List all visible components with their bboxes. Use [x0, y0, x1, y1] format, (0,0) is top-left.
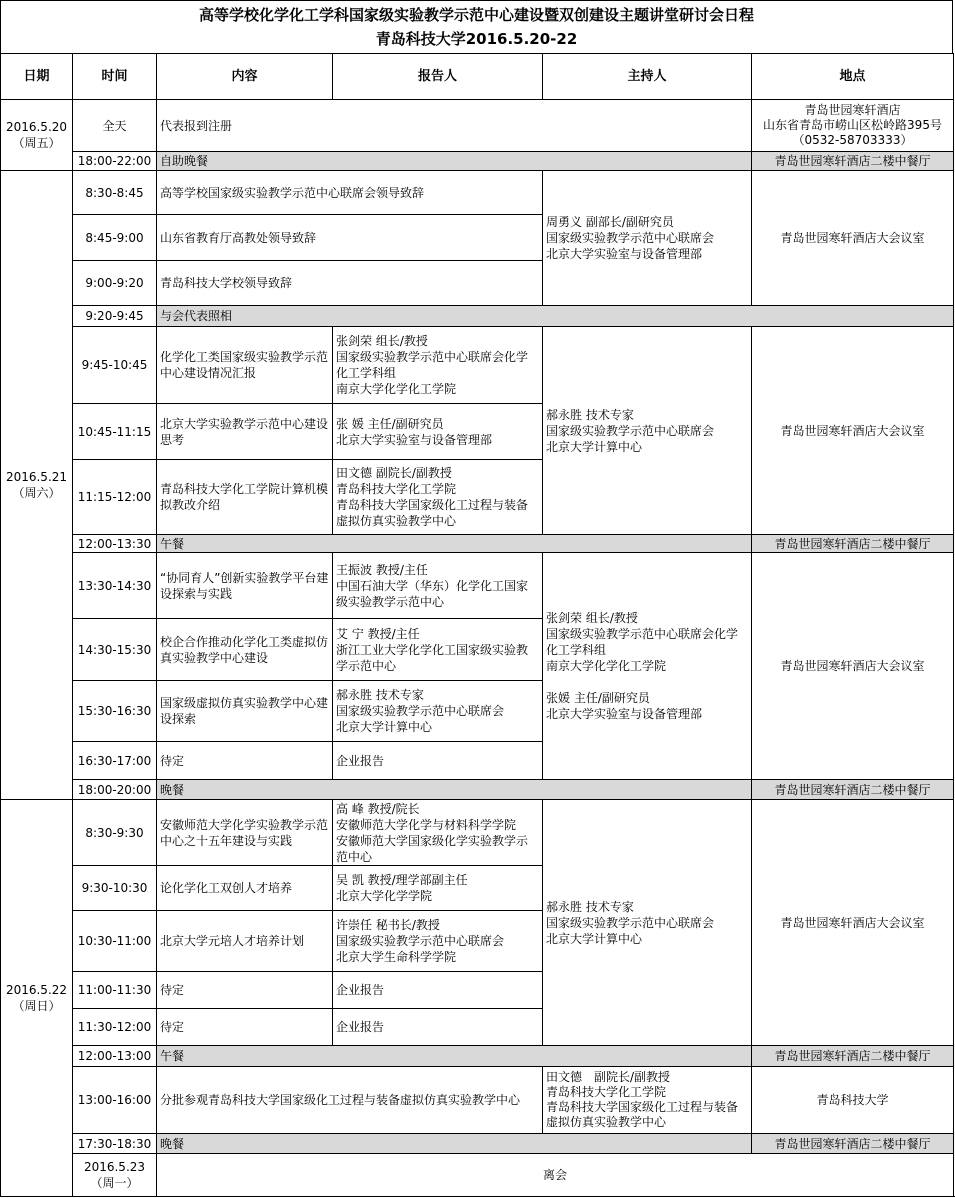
content-cell: 论化学化工双创人才培养	[157, 866, 333, 911]
time-cell: 17:30-18:30	[73, 1134, 157, 1154]
header-row	[1, 54, 954, 100]
date-cell: 2016.5.20 （周五）	[1, 100, 73, 171]
content-cell: “协同育人”创新实验教学平台建设探索与实践	[157, 553, 333, 619]
header-venue: 地点	[752, 54, 954, 100]
table-row	[1, 327, 954, 404]
content-cell: 午餐	[157, 535, 752, 553]
time-cell: 10:30-11:00	[73, 911, 157, 972]
content-cell: 晚餐	[157, 780, 752, 800]
date-cell: 2016.5.23 （周一）	[73, 1154, 157, 1197]
time-cell: 9:00-9:20	[73, 261, 157, 306]
time-cell: 8:30-9:30	[73, 800, 157, 866]
page-subtitle: 青岛科技大学2016.5.20-22	[375, 30, 578, 48]
host-cell: 郝永胜 技术专家 国家级实验教学示范中心联席会 北京大学计算中心	[543, 327, 752, 535]
host-cell: 周勇义 副部长/副研究员 国家级实验教学示范中心联席会 北京大学实验室与设备管理部	[543, 171, 752, 306]
speaker-cell: 企业报告	[333, 972, 543, 1009]
time-cell: 18:00-22:00	[73, 152, 157, 171]
content-cell: 与会代表照相	[157, 306, 954, 327]
venue-cell: 青岛世园寒轩酒店二楼中餐厅	[752, 535, 954, 553]
title-block	[0, 0, 953, 53]
time-cell: 18:00-20:00	[73, 780, 157, 800]
speaker-cell: 吴 凯 教授/理学部副主任 北京大学化学学院	[333, 866, 543, 911]
speaker-cell: 高 峰 教授/院长 安徽师范大学化学与材料科学学院 安徽师范大学国家级化学实验教学示范中心	[333, 800, 543, 866]
time-cell: 12:00-13:00	[73, 1046, 157, 1067]
speaker-cell: 田文德 副院长/副教授 青岛科技大学化工学院 青岛科技大学国家级化工过程与装备虚拟仿真实验教学中心	[333, 460, 543, 535]
speaker-cell: 企业报告	[333, 1009, 543, 1046]
host-cell: 张剑荣 组长/教授 国家级实验教学示范中心联席会化学化工学科组 南京大学化学化工学院 张媛 主任/副研究员 北京大学实验室与设备管理部	[543, 553, 752, 780]
venue-cell: 青岛世园寒轩酒店二楼中餐厅	[752, 1046, 954, 1067]
content-cell: 自助晚餐	[157, 152, 752, 171]
speaker-cell: 艾 宁 教授/主任 浙江工业大学化学化工国家级实验教学示范中心	[333, 619, 543, 681]
header-speaker: 报告人	[333, 54, 543, 100]
time-cell: 11:30-12:00	[73, 1009, 157, 1046]
speaker-cell: 王振波 教授/主任 中国石油大学（华东）化学化工国家级实验教学示范中心	[333, 553, 543, 619]
time-cell: 13:30-14:30	[73, 553, 157, 619]
page-title: 高等学校化学化工学科国家级实验教学示范中心建设暨双创建设主题讲堂研讨会日程	[198, 6, 754, 24]
time-cell: 14:30-15:30	[73, 619, 157, 681]
venue-cell: 青岛世园寒轩酒店二楼中餐厅	[752, 780, 954, 800]
content-cell: 晚餐	[157, 1134, 752, 1154]
time-cell: 16:30-17:00	[73, 742, 157, 780]
table-row	[1, 100, 954, 152]
table-row	[1, 1067, 954, 1134]
venue-cell: 青岛科技大学	[752, 1067, 954, 1134]
table-row	[1, 306, 954, 327]
table-row	[1, 1046, 954, 1067]
time-cell: 9:20-9:45	[73, 306, 157, 327]
table-row	[1, 800, 954, 866]
header-content: 内容	[157, 54, 333, 100]
host-cell: 郝永胜 技术专家 国家级实验教学示范中心联席会 北京大学计算中心	[543, 800, 752, 1046]
time-cell: 15:30-16:30	[73, 681, 157, 742]
header-host: 主持人	[543, 54, 752, 100]
content-cell: 化学化工类国家级实验教学示范中心建设情况汇报	[157, 327, 333, 404]
content-cell: 校企合作推动化学化工类虚拟仿真实验教学中心建设	[157, 619, 333, 681]
content-cell: 山东省教育厅高教处领导致辞	[157, 215, 543, 261]
time-cell: 12:00-13:30	[73, 535, 157, 553]
content-cell: 午餐	[157, 1046, 752, 1067]
content-cell: 青岛科技大学校领导致辞	[157, 261, 543, 306]
table-row	[1, 1134, 954, 1154]
content-cell: 分批参观青岛科技大学国家级化工过程与装备虚拟仿真实验教学中心	[157, 1067, 543, 1134]
table-row	[1, 553, 954, 619]
venue-cell: 青岛世园寒轩酒店二楼中餐厅	[752, 1134, 954, 1154]
venue-cell: 青岛世园寒轩酒店大会议室	[752, 800, 954, 1046]
table-row	[1, 152, 954, 171]
venue-cell: 青岛世园寒轩酒店 山东省青岛市崂山区松岭路395号 （0532-58703333）	[752, 100, 954, 152]
table-row	[1, 780, 954, 800]
content-cell: 离会	[157, 1154, 954, 1197]
content-cell: 北京大学实验教学示范中心建设思考	[157, 404, 333, 460]
speaker-cell: 企业报告	[333, 742, 543, 780]
time-cell: 8:30-8:45	[73, 171, 157, 215]
header-date: 日期	[1, 54, 73, 100]
content-cell: 国家级虚拟仿真实验教学中心建设探索	[157, 681, 333, 742]
content-cell: 北京大学元培人才培养计划	[157, 911, 333, 972]
table-row	[1, 535, 954, 553]
table-row	[1, 1154, 954, 1197]
speaker-cell: 张 媛 主任/副研究员 北京大学实验室与设备管理部	[333, 404, 543, 460]
time-cell: 9:30-10:30	[73, 866, 157, 911]
time-cell: 全天	[73, 100, 157, 152]
content-cell: 青岛科技大学化工学院计算机模拟教改介绍	[157, 460, 333, 535]
venue-cell: 青岛世园寒轩酒店大会议室	[752, 553, 954, 780]
date-cell: 2016.5.22 （周日）	[1, 800, 73, 1197]
content-cell: 待定	[157, 742, 333, 780]
header-time: 时间	[73, 54, 157, 100]
time-cell: 8:45-9:00	[73, 215, 157, 261]
time-cell: 9:45-10:45	[73, 327, 157, 404]
time-cell: 13:00-16:00	[73, 1067, 157, 1134]
venue-cell: 青岛世园寒轩酒店二楼中餐厅	[752, 152, 954, 171]
date-cell: 2016.5.21 （周六）	[1, 171, 73, 800]
content-cell: 待定	[157, 1009, 333, 1046]
content-cell: 代表报到注册	[157, 100, 752, 152]
content-cell: 安徽师范大学化学实验教学示范中心之十五年建设与实践	[157, 800, 333, 866]
content-cell: 待定	[157, 972, 333, 1009]
time-cell: 11:00-11:30	[73, 972, 157, 1009]
speaker-cell: 张剑荣 组长/教授 国家级实验教学示范中心联席会化学化工学科组 南京大学化学化工学院	[333, 327, 543, 404]
table-row	[1, 171, 954, 215]
venue-cell: 青岛世园寒轩酒店大会议室	[752, 171, 954, 306]
venue-cell: 青岛世园寒轩酒店大会议室	[752, 327, 954, 535]
content-cell: 高等学校国家级实验教学示范中心联席会领导致辞	[157, 171, 543, 215]
speaker-cell: 许崇任 秘书长/教授 国家级实验教学示范中心联席会 北京大学生命科学学院	[333, 911, 543, 972]
schedule-table	[0, 53, 954, 1197]
host-cell: 田文德 副院长/副教授 青岛科技大学化工学院 青岛科技大学国家级化工过程与装备虚拟仿真实验教学中心	[543, 1067, 752, 1134]
time-cell: 11:15-12:00	[73, 460, 157, 535]
time-cell: 10:45-11:15	[73, 404, 157, 460]
speaker-cell: 郝永胜 技术专家 国家级实验教学示范中心联席会 北京大学计算中心	[333, 681, 543, 742]
